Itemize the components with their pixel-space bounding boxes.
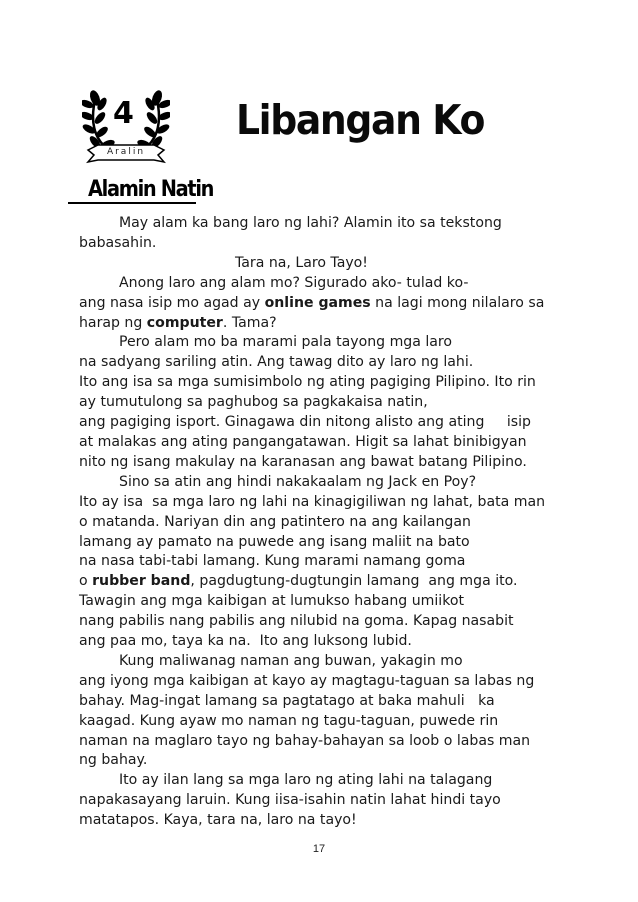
paragraph-line: ang paa mo, taya ka na. Ito ang luksong lubid. <box>79 633 412 650</box>
paragraph-line: nang pabilis nang pabilis ang nilubid na goma. Kapag nasabit <box>79 613 514 630</box>
section-heading: Alamin Natin <box>88 177 214 202</box>
paragraph-line <box>79 294 579 314</box>
bold-term: rubber band <box>92 573 191 590</box>
paragraph-line: lamang ay pamato na puwede ang isang maliit na bato <box>79 533 470 550</box>
paragraph-line: ang iyong mga kaibigan at kayo ay magtagu-taguan sa labas ng <box>79 672 535 689</box>
paragraph-line: bahay. Mag-ingat lamang sa pagtatago at baka mahuli ka <box>79 692 495 709</box>
body-text <box>79 214 579 831</box>
paragraph-line: napakasayang laruin. Kung iisa-isahin natin lahat hindi tayo <box>79 792 501 809</box>
page-number: 17 <box>312 843 326 855</box>
lesson-title: Libangan Ko <box>236 96 485 144</box>
paragraph-line: Kung maliwanag naman ang buwan, yakagin mo <box>119 652 463 669</box>
lesson-number: 4 <box>113 96 134 131</box>
story-title: Tara na, Laro Tayo! <box>235 254 368 271</box>
paragraph-line: ng bahay. <box>79 752 148 769</box>
bold-term: online games <box>264 294 371 311</box>
text-run: na lagi mong nilalaro sa <box>370 294 545 311</box>
text-run: harap ng <box>79 314 147 331</box>
paragraph-line: Tawagin ang mga kaibigan at lumukso habang umiikot <box>79 593 465 610</box>
paragraph-line: naman na maglaro tayo ng bahay-bahayan sa loob o labas man <box>79 732 531 749</box>
lesson-badge <box>82 82 170 174</box>
paragraph-line: kaagad. Kung ayaw mo naman ng tagu-taguan, puwede rin <box>79 712 499 729</box>
bold-term: computer <box>146 314 223 331</box>
text-run: . Tama? <box>222 314 277 331</box>
intro-line: babasahin. <box>79 234 157 251</box>
paragraph-line: Ito ang isa sa mga sumisimbolo ng ating pagiging Pilipino. Ito rin <box>79 374 536 391</box>
paragraph-line: ay tumutulong sa paghubog sa pagkakaisa natin, <box>79 394 428 411</box>
paragraph-line: Pero alam mo ba marami pala tayong mga laro <box>119 334 453 351</box>
paragraph-line: na sadyang sariling atin. Ang tawag dito ay laro ng lahi. <box>79 354 474 371</box>
paragraph-line <box>79 314 579 334</box>
text-run: o <box>79 573 93 590</box>
paragraph-line: at malakas ang ating pangangatawan. Higit sa lahat binibigyan <box>79 433 527 450</box>
paragraph-line: Anong laro ang alam mo? Sigurado ako- tulad ko- <box>119 274 469 291</box>
paragraph-line: nito ng isang makulay na karanasan ang bawat batang Pilipino. <box>79 453 527 470</box>
heading-underline <box>68 202 196 204</box>
paragraph-line: Sino sa atin ang hindi nakakaalam ng Jack en Poy? <box>119 473 477 490</box>
text-run: , pagdugtung-dugtungin lamang ang mga ito. <box>190 573 518 590</box>
paragraph-line: na nasa tabi-tabi lamang. Kung marami namang goma <box>79 553 466 570</box>
paragraph-line: o matanda. Nariyan din ang patintero na ang kailangan <box>79 513 471 530</box>
ribbon-label: Aralin <box>106 147 146 157</box>
intro-line: May alam ka bang laro ng lahi? Alamin ito sa tekstong <box>119 215 502 231</box>
paragraph-line: Ito ay ilan lang sa mga laro ng ating lahi na talagang <box>119 772 493 789</box>
text-run: ang nasa isip mo agad ay <box>79 294 265 311</box>
paragraph-line: matatapos. Kaya, tara na, laro na tayo! <box>79 812 357 829</box>
paragraph-line: ang pagiging isport. Ginagawa din nitong alisto ang ating isip <box>79 414 531 431</box>
paragraph-line <box>79 572 579 592</box>
paragraph-line: Ito ay isa sa mga laro ng lahi na kinagigiliwan ng lahat, bata man <box>79 493 546 510</box>
